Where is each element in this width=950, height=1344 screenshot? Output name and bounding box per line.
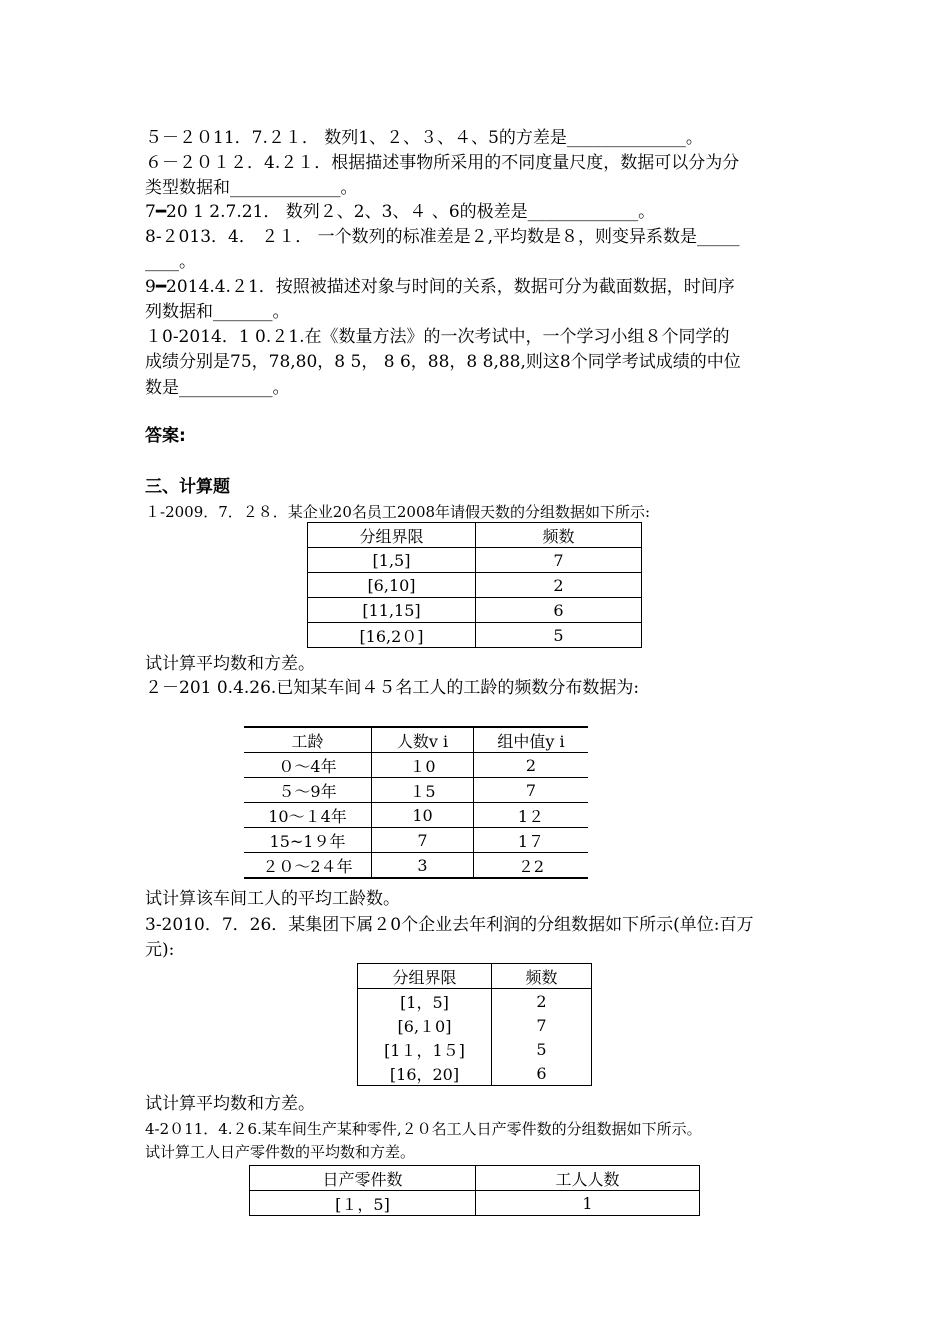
table-header: 工龄 xyxy=(244,727,372,753)
table-row xyxy=(308,573,642,598)
table-cell: [11,15] xyxy=(308,598,476,623)
question-8-line-1: 8-２013．4． ２１． 一个数列的标准差是２,平均数是８，则变异系数是_____ xyxy=(145,227,740,247)
table-header: 频数 xyxy=(476,523,642,548)
table-row xyxy=(358,989,592,1014)
q3-intro-line-2: 元): xyxy=(145,940,175,960)
question-6-line-1: ６－２０１２．4.２１．根据描述事物所采用的不同度量尺度，数据可以分为分 xyxy=(145,153,740,173)
table-header-row xyxy=(308,523,642,548)
table-row xyxy=(358,1037,592,1061)
section-heading: 三、计算题 xyxy=(145,477,230,497)
q1-table xyxy=(307,522,642,648)
table-header: 组中值y i xyxy=(474,727,589,753)
table-row xyxy=(244,778,588,803)
table-cell: 6 xyxy=(476,598,642,623)
table-header-row xyxy=(358,964,592,989)
table-cell: ０～4年 xyxy=(244,753,372,778)
table-header: 日产零件数 xyxy=(250,1166,476,1191)
table-row xyxy=(358,1013,592,1037)
table-cell: [6,10] xyxy=(308,573,476,598)
table-cell: 1２ xyxy=(474,803,589,828)
q3-table xyxy=(357,963,592,1086)
table-cell: 2 xyxy=(476,573,642,598)
table-cell: [1，5] xyxy=(358,989,492,1014)
table-header: 人数v i xyxy=(372,727,474,753)
table-cell: 15~1９年 xyxy=(244,828,372,853)
table-cell: １5 xyxy=(372,778,474,803)
table-header: 分组界限 xyxy=(308,523,476,548)
table-row xyxy=(358,1061,592,1086)
table-cell: ２０～2４年 xyxy=(244,853,372,879)
q4-intro-line-1: 4-2０11．4.２6.某车间生产某种零件,２０名工人日产零件数的分组数据如下所示。 xyxy=(145,1120,702,1138)
table-cell: [１，5] xyxy=(250,1191,476,1216)
question-6-line-2: 类型数据和_____________。 xyxy=(145,178,358,198)
table-cell: [6,１0] xyxy=(358,1013,492,1037)
question-9-line-2: 列数据和_______。 xyxy=(145,302,290,322)
table-cell: 5 xyxy=(476,623,642,648)
question-10-line-1: １0-2014．1 0.２1.在《数量方法》的一次考试中，一个学习小组８个同学的 xyxy=(145,327,730,347)
table-row xyxy=(250,1191,700,1216)
q2-intro: ２－201 0.4.26.已知某车间４５名工人的工龄的频数分布数据为: xyxy=(145,678,640,698)
table-header: 分组界限 xyxy=(358,964,492,989)
table-cell: [1,5] xyxy=(308,548,476,573)
table-header: 频数 xyxy=(492,964,592,989)
table-cell: 1 xyxy=(476,1191,700,1216)
table-cell: 2 xyxy=(536,991,547,1011)
table-row xyxy=(244,853,588,879)
table-cell: [1１，1５] xyxy=(358,1037,492,1061)
q1-intro: １-2009．7．２８．某企业20名员工2008年请假天数的分组数据如下所示: xyxy=(145,503,651,521)
table-cell: 10 xyxy=(372,803,474,828)
table-cell: ２2 xyxy=(474,853,589,879)
q1-after: 试计算平均数和方差。 xyxy=(145,654,315,674)
table-cell: 7 xyxy=(474,778,589,803)
question-5: ５－２０11．7.２１． 数列1、２、３、４、5的方差是______________。 xyxy=(145,128,703,148)
table-cell: ５～9年 xyxy=(244,778,372,803)
q4-intro-line-2: 试计算工人日产零件数的平均数和方差。 xyxy=(145,1143,416,1161)
table-cell: 6 xyxy=(536,1063,547,1083)
table-cell: [16，20] xyxy=(358,1061,492,1086)
table-cell: [16,2０] xyxy=(308,623,476,648)
q2-after: 试计算该车间工人的平均工龄数。 xyxy=(145,889,400,909)
table-cell: 3 xyxy=(372,853,474,879)
question-9-line-1: 9━2014.4.２1．按照被描述对象与时间的关系，数据可分为截面数据，时间序 xyxy=(145,277,735,297)
q4-table xyxy=(249,1165,700,1216)
table-row xyxy=(308,548,642,573)
table-header-row xyxy=(250,1166,700,1191)
question-7: 7━20 1 2.7.21． 数列２、2、3、４ 、6的极差是_____________。 xyxy=(145,202,656,222)
table-cell: 1７ xyxy=(474,828,589,853)
q3-after: 试计算平均数和方差。 xyxy=(145,1094,315,1114)
table-header: 工人人数 xyxy=(476,1166,700,1191)
answer-heading: 答案: xyxy=(145,426,186,446)
question-8-line-2: ____。 xyxy=(145,252,196,272)
table-cell: １0 xyxy=(372,753,474,778)
table-row xyxy=(308,623,642,648)
q3-intro-line-1: 3-2010．7．26．某集团下属２0个企业去年利润的分组数据如下所示(单位:百万 xyxy=(145,915,754,935)
question-10-line-2: 成绩分别是75，78,80，8 5， 8 6，88，8 8,88,则这8个同学考试成绩的中位 xyxy=(145,352,741,372)
table-row xyxy=(244,828,588,853)
table-row xyxy=(308,598,642,623)
question-10-line-3: 数是___________。 xyxy=(145,378,290,398)
table-header-row xyxy=(244,727,588,753)
q2-table xyxy=(244,726,588,879)
table-cell: 10～１4年 xyxy=(244,803,372,828)
table-row xyxy=(244,753,588,778)
table-cell: 2 xyxy=(474,753,589,778)
table-cell: 7 xyxy=(372,828,474,853)
table-cell: 5 xyxy=(536,1039,547,1059)
table-row xyxy=(244,803,588,828)
table-cell: 7 xyxy=(476,548,642,573)
table-cell: 7 xyxy=(536,1015,547,1035)
